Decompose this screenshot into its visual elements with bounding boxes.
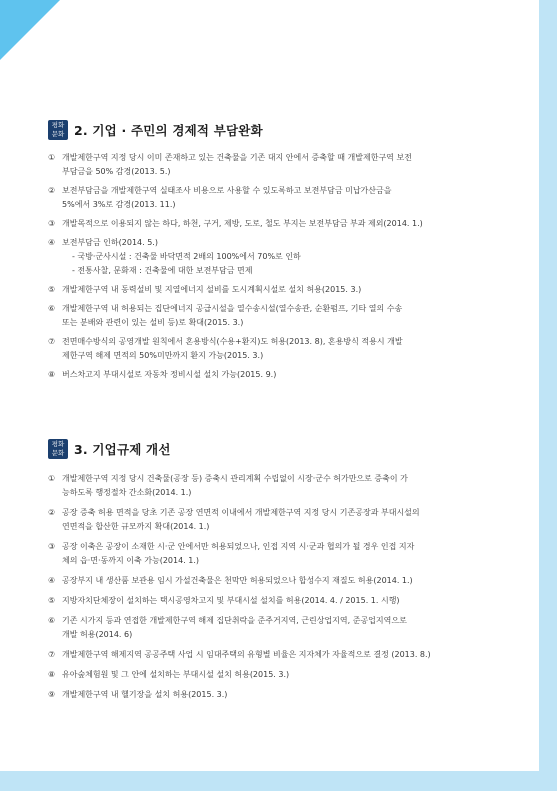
item-number: ① (48, 474, 56, 483)
section-badge (48, 439, 68, 459)
item-text (62, 574, 518, 588)
item-line: 또는 분배와 관련이 있는 설비 등)로 확대(2015. 3.) (62, 318, 244, 327)
section-2-heading (48, 119, 518, 141)
item-text (62, 217, 518, 231)
item-text (62, 302, 518, 330)
item-line: 공장부지 내 생산품 보관용 임시 가설건축물은 천막만 허용되었으나 합성수지 재질도 허용(2014. 1.) (62, 576, 413, 585)
item-text (62, 688, 518, 702)
item-line: 개발제한구역 해제지역 공공주택 사업 시 임대주택의 유형별 비율은 지자체가 자율적으로 결정 (2013. 8.) (62, 650, 431, 659)
item-text (62, 472, 518, 500)
item-text (62, 506, 518, 534)
section-badge (48, 120, 68, 140)
list-item (48, 368, 518, 382)
item-text (62, 594, 518, 608)
item-line: 기존 시가지 등과 연접한 개발제한구역 해제 집단취락을 준주거지역, 근린상업지역, 준공업지역으로 (62, 616, 407, 625)
list-item (48, 668, 518, 682)
list-item (48, 302, 518, 330)
item-line: 공장 증축 허용 면적을 당초 기존 공장 연면적 이내에서 개발제한구역 지정 당시 기존공장과 부대시설의 (62, 508, 420, 517)
item-line: 능하도록 행정절차 간소화(2014. 1.) (62, 488, 192, 497)
item-number: ⑧ (48, 670, 56, 679)
item-text (62, 184, 518, 212)
section-3-title: 3. 기업규제 개선 (74, 442, 171, 457)
section-3 (48, 438, 518, 702)
item-line: 유아숲체험원 및 그 안에 설치하는 부대시설 설치 허용(2015. 3.) (62, 670, 290, 679)
item-number: ⑨ (48, 690, 56, 699)
item-number: ④ (48, 238, 56, 247)
badge-line-2: 문화 (51, 130, 65, 138)
item-text (62, 368, 518, 382)
item-number: ③ (48, 219, 56, 228)
item-line: 개발제한구역 내 헬기장을 설치 허용(2015. 3.) (62, 690, 228, 699)
section-2-items (48, 151, 518, 382)
item-line: 전면매수방식의 공영개발 원칙에서 혼용방식(수용+환지)도 허용(2013. 8), 혼용방식 적용시 개발 (62, 337, 403, 346)
item-text (62, 540, 518, 568)
list-item (48, 184, 518, 212)
item-number: ④ (48, 576, 56, 585)
list-item (48, 217, 518, 231)
item-number: ⑤ (48, 596, 56, 605)
section-3-items (48, 472, 518, 702)
item-number: ⑥ (48, 616, 56, 625)
bottom-decorative-bar (0, 771, 557, 791)
item-text (62, 283, 518, 297)
item-text (62, 151, 518, 179)
list-item (48, 574, 518, 588)
item-line: 연면적을 합산한 규모까지 확대(2014. 1.) (62, 522, 210, 531)
list-item (48, 283, 518, 297)
item-text (62, 335, 518, 363)
item-text (62, 648, 518, 662)
item-line: 체의 읍·면·동까지 이축 가능(2014. 1.) (62, 556, 200, 565)
item-line: 지방자치단체장이 설치하는 택시공영차고지 및 부대시설 설치를 허용(2014. 4. / 2015. 1. 시행) (62, 596, 400, 605)
item-line: 개발제한구역 지정 당시 이미 존재하고 있는 건축물을 기존 대지 안에서 증축할 때 개발제한구역 보전 (62, 153, 412, 162)
item-text (62, 668, 518, 682)
section-3-heading (48, 438, 518, 460)
list-item (48, 472, 518, 500)
item-text (62, 614, 518, 642)
badge-line-1: 평화 (51, 121, 65, 129)
item-number: ③ (48, 542, 56, 551)
item-text (62, 236, 518, 278)
item-line: 개발제한구역 내 동력설비 및 지열에너지 설비를 도시계획시설로 설치 허용(2015. 3.) (62, 285, 362, 294)
section-2-title: 2. 기업 · 주민의 경제적 부담완화 (74, 123, 263, 138)
item-line: 5%에서 3%로 감경(2013. 11.) (62, 200, 176, 209)
item-line: 공장 이축은 공장이 소재한 시·군 안에서만 허용되었으나, 인접 지역 시·군과 협의가 될 경우 인접 지자 (62, 542, 415, 551)
item-number: ⑧ (48, 370, 56, 379)
list-item (48, 335, 518, 363)
item-line: 버스차고지 부대시설로 자동차 정비시설 설치 가능(2015. 9.) (62, 370, 277, 379)
item-number: ② (48, 508, 56, 517)
list-item (48, 236, 518, 278)
item-number: ① (48, 153, 56, 162)
item-subline: - 전통사찰, 문화재 : 건축물에 대한 보전부담금 면제 (72, 266, 253, 275)
item-line: 부담금을 50% 감경(2013. 5.) (62, 167, 171, 176)
right-decorative-bar (539, 0, 557, 791)
item-number: ⑦ (48, 337, 56, 346)
item-number: ⑥ (48, 304, 56, 313)
item-line: 개발 허용(2014. 6) (62, 630, 133, 639)
item-line: 보전부담금을 개발제한구역 실태조사 비용으로 사용할 수 있도록하고 보전부담금 미납가산금을 (62, 186, 392, 195)
list-item (48, 648, 518, 662)
list-item (48, 540, 518, 568)
item-number: ⑦ (48, 650, 56, 659)
item-number: ⑤ (48, 285, 56, 294)
item-line: 보전부담금 인하(2014. 5.) (62, 238, 158, 247)
list-item (48, 688, 518, 702)
item-line: 제한구역 해제 면적의 50%미만까지 환지 가능(2015. 3.) (62, 351, 264, 360)
list-item (48, 506, 518, 534)
badge-line-1: 평화 (51, 440, 65, 448)
item-line: 개발제한구역 지정 당시 건축물(공장 등) 증축시 관리계획 수립없이 시장·군수 허가만으로 증축이 가 (62, 474, 408, 483)
item-subline: - 국방·군사시설 : 건축물 바닥면적 2배의 100%에서 70%로 인하 (72, 252, 301, 261)
list-item (48, 594, 518, 608)
item-line: 개발목적으로 이용되지 않는 하다, 하천, 구거, 제방, 도로, 철도 부지는 보전부담금 부과 제외(2014. 1.) (62, 219, 423, 228)
section-2 (48, 119, 518, 382)
list-item (48, 614, 518, 642)
item-number: ② (48, 186, 56, 195)
list-item (48, 151, 518, 179)
badge-line-2: 문화 (51, 449, 65, 457)
corner-decoration (0, 0, 60, 60)
item-line: 개발제한구역 내 허용되는 집단에너지 공급시설을 열수송시설(열수송관, 순환펌프, 기타 열의 수송 (62, 304, 403, 313)
